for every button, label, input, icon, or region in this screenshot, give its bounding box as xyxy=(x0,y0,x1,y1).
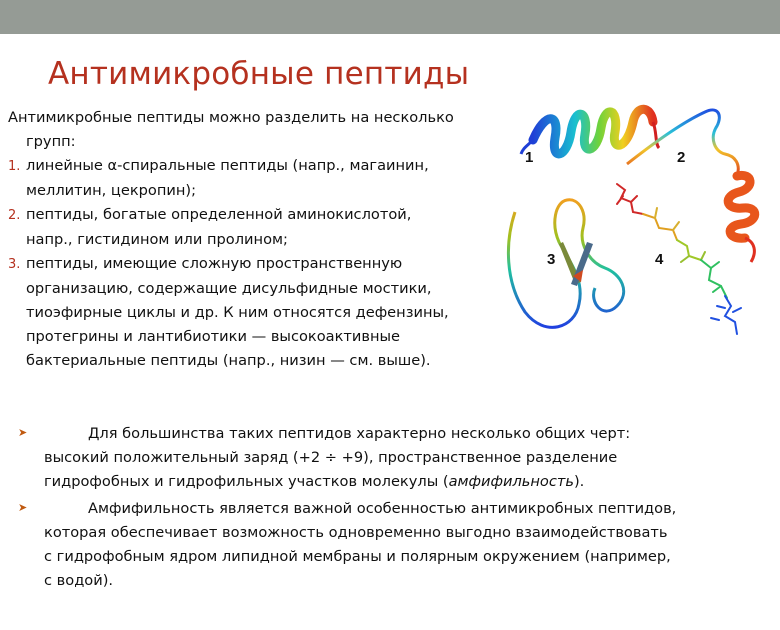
bullet-text: с гидрофобным ядром липидной мембраны и полярным окружением (например, xyxy=(44,548,671,565)
list-item-2 xyxy=(8,203,508,252)
bullet-text: гидрофобных и гидрофильных участков молекулы ( xyxy=(44,473,449,490)
figure-label-3: 3 xyxy=(547,251,556,268)
bullet-text: Амфифильность является важной особенностью антимикробных пептидов, xyxy=(88,500,677,517)
figure-label-2: 2 xyxy=(677,149,686,166)
bullet-text: высокий положительный заряд (+2 ÷ +9), пространственное разделение xyxy=(44,449,618,466)
bullet-paragraph xyxy=(18,421,768,494)
loop-structure-3 xyxy=(508,200,623,328)
bullet-text: Для большинства таких пептидов характерно несколько общих черт: xyxy=(88,425,631,442)
bullet-text-line xyxy=(18,470,768,494)
helix-structure-1 xyxy=(521,109,659,154)
stick-structure-4 xyxy=(617,184,741,334)
item-number: 3. xyxy=(8,257,21,272)
item-number: 2. xyxy=(8,208,21,223)
item-text: пептиды, имеющие сложную пространственную xyxy=(26,255,403,272)
slide-title: Антимикробные пептиды xyxy=(48,56,470,92)
figure-label-1: 1 xyxy=(525,149,534,166)
bullet-text: с водой). xyxy=(44,572,114,589)
item-text: пептиды, богатые определенной аминокислотой, xyxy=(26,206,412,223)
item-text: тиоэфирные циклы и др. К ним относятся дефензины, xyxy=(26,304,449,321)
top-bar xyxy=(0,0,780,34)
list-item-3 xyxy=(8,252,508,373)
helix-structure-2 xyxy=(627,110,755,262)
bullets-block xyxy=(18,421,768,593)
peptide-structures-figure xyxy=(505,92,775,344)
bullet-text: ). xyxy=(573,473,585,490)
intro-block xyxy=(8,106,508,373)
item-text: протегрины и лантибиотики — высокоактивные xyxy=(26,328,401,345)
list-item-1 xyxy=(8,154,508,203)
bullet-text: которая обеспечивает возможность одновременно выгодно взаимодействовать xyxy=(44,524,668,541)
item-text: организацию, содержащие дисульфидные мостики, xyxy=(26,280,432,297)
item-text: линейные α-спиральные пептиды (напр., магаинин, xyxy=(26,157,429,174)
figure-label-4: 4 xyxy=(655,251,664,268)
item-text: бактериальные пептиды (напр., низин — см. выше). xyxy=(26,352,431,369)
emphasized-term: амфифильность xyxy=(448,473,574,490)
arrowhead-bullet-icon: ➤ xyxy=(18,426,28,439)
arrowhead-bullet-icon: ➤ xyxy=(18,501,28,514)
item-text: меллитин, цекропин); xyxy=(26,182,197,199)
item-text: напр., гистидином или пролином; xyxy=(26,231,288,248)
bullet-paragraph xyxy=(18,496,768,593)
intro-line: групп: xyxy=(26,133,76,150)
intro-line: Антимикробные пептиды можно разделить на несколько xyxy=(8,109,454,126)
item-number: 1. xyxy=(8,159,21,174)
